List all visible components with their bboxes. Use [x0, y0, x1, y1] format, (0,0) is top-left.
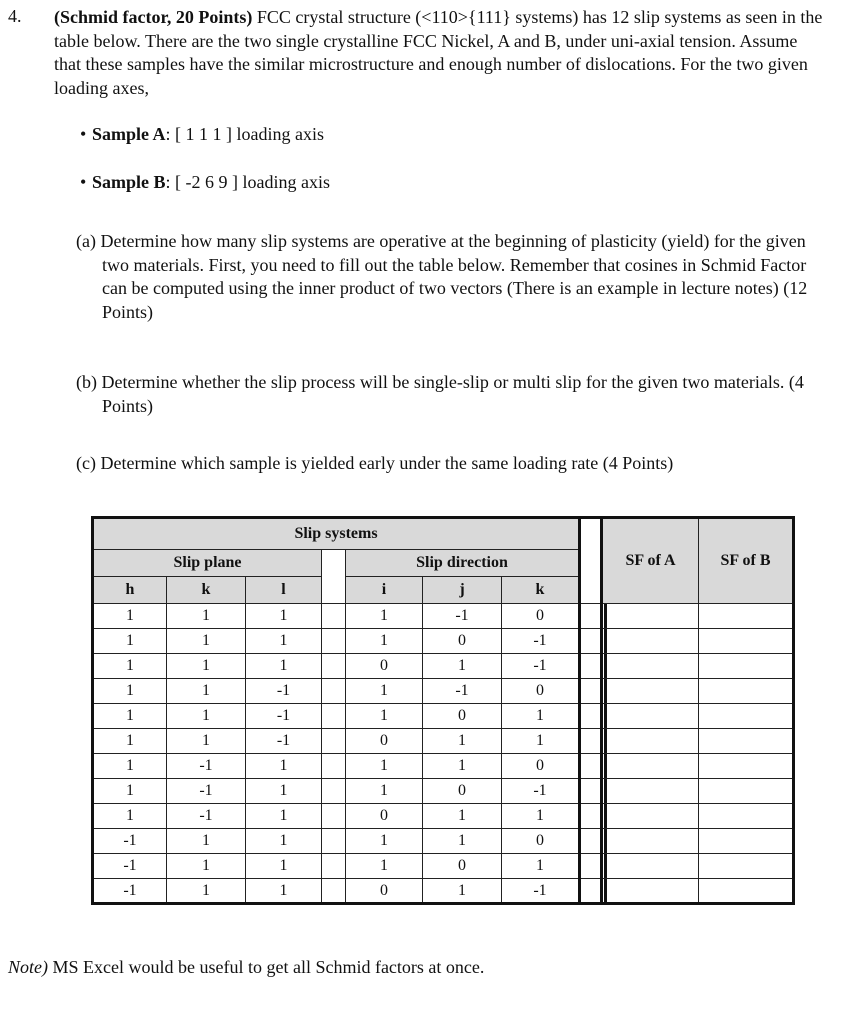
table-cell: 1: [423, 804, 502, 829]
table-cell: -1: [93, 829, 167, 854]
table-cell: 1: [423, 879, 502, 904]
sf-a-input-cell[interactable]: [602, 779, 699, 804]
table-cell: 1: [423, 654, 502, 679]
table-cell: -1: [246, 704, 322, 729]
question-intro: [54, 6, 824, 100]
sf-b-header: SF of B: [699, 518, 794, 604]
sf-a-input-cell[interactable]: [602, 829, 699, 854]
sample-b-label: Sample B: [92, 172, 166, 192]
sf-row: [602, 829, 794, 854]
table-cell: -1: [502, 879, 580, 904]
sf-b-input-cell[interactable]: [699, 654, 794, 679]
table-cell: 0: [423, 629, 502, 654]
col-h: h: [93, 577, 167, 604]
table-cell: -1: [246, 679, 322, 704]
sf-a-input-cell[interactable]: [602, 729, 699, 754]
table-cell: 0: [346, 879, 423, 904]
sf-row: [602, 679, 794, 704]
sf-row: [602, 804, 794, 829]
table-cell: 1: [93, 804, 167, 829]
table-cell: -1: [93, 854, 167, 879]
table-cell: 0: [346, 654, 423, 679]
table-row: [93, 779, 606, 804]
sf-row: [602, 629, 794, 654]
table-cell: 1: [167, 604, 246, 629]
spacer-cell: [322, 629, 346, 654]
sf-row: [602, 854, 794, 879]
table-cell: 1: [93, 679, 167, 704]
sf-a-input-cell[interactable]: [602, 854, 699, 879]
table-cell: 1: [423, 729, 502, 754]
table-cell: 1: [246, 654, 322, 679]
table-cell: 1: [502, 804, 580, 829]
table-cell: 1: [423, 829, 502, 854]
table-row: [93, 629, 606, 654]
table-cell: 1: [502, 704, 580, 729]
table-cell: 1: [246, 779, 322, 804]
question-number: 4.: [8, 6, 22, 26]
table-cell: -1: [167, 804, 246, 829]
spacer-cell: [322, 804, 346, 829]
table-cell: -1: [502, 629, 580, 654]
sf-b-input-cell[interactable]: [699, 729, 794, 754]
table-cell: 0: [423, 854, 502, 879]
table-cell: 0: [423, 779, 502, 804]
note-label: Note): [8, 957, 48, 977]
table-cell: 1: [93, 654, 167, 679]
table-cell: -1: [423, 604, 502, 629]
sf-row: [602, 704, 794, 729]
sf-row: [602, 729, 794, 754]
table-cell: 1: [423, 754, 502, 779]
table-cell: 1: [246, 604, 322, 629]
table-cell: 1: [93, 729, 167, 754]
table-cell: -1: [167, 779, 246, 804]
spacer-cell: [322, 729, 346, 754]
table-row: [93, 854, 606, 879]
table-cell: 1: [167, 679, 246, 704]
table-cell: 0: [423, 704, 502, 729]
table-cell: 1: [167, 704, 246, 729]
col-i: i: [346, 577, 423, 604]
question-text: FCC crystal structure (<110>{111} systems) has 12 slip systems as seen in the table below. There are the two single crystalline FCC Nickel, A and B, under uni-axial tension. Assume that these samples have the similar microstructure and enough number of dislocations. For the two given loading axes,: [54, 7, 823, 98]
table-cell: 1: [167, 654, 246, 679]
sf-a-input-cell[interactable]: [602, 679, 699, 704]
table-cell: -1: [502, 654, 580, 679]
table-row: [93, 754, 606, 779]
table-cell: 1: [167, 854, 246, 879]
table-cell: 1: [346, 854, 423, 879]
table-cell: 0: [346, 729, 423, 754]
sf-row: [602, 654, 794, 679]
sf-row: [602, 779, 794, 804]
table-cell: 0: [502, 679, 580, 704]
sf-a-input-cell[interactable]: [602, 654, 699, 679]
spacer-cell: [322, 829, 346, 854]
sf-a-input-cell[interactable]: [602, 754, 699, 779]
col-j: j: [423, 577, 502, 604]
sf-a-input-cell[interactable]: [602, 604, 699, 629]
part-c: (c) Determine which sample is yielded early under the same loading rate (4 Points): [76, 453, 674, 473]
table-cell: 1: [93, 629, 167, 654]
table-row: [93, 604, 606, 629]
sf-b-input-cell[interactable]: [699, 804, 794, 829]
question-title: (Schmid factor, 20 Points): [54, 7, 253, 27]
table-cell: 1: [246, 754, 322, 779]
table-cell: 1: [346, 829, 423, 854]
sample-a-label: Sample A: [92, 124, 166, 144]
sample-a-axis: : [ 1 1 1 ] loading axis: [165, 124, 324, 144]
table-cell: 1: [246, 854, 322, 879]
sf-b-input-cell[interactable]: [699, 829, 794, 854]
part-a: (a) Determine how many slip systems are operative at the beginning of plasticity (yield) for the given two materials. First, you need to fill out the table below. Remember that cosines in Schmid Factor can be computed using the inner product of two vectors (There is an example in lecture notes) (12 Points): [76, 231, 808, 322]
table-cell: 1: [93, 704, 167, 729]
spacer-cell: [322, 679, 346, 704]
note: [8, 957, 484, 978]
table-cell: 1: [167, 829, 246, 854]
sf-b-input-cell[interactable]: [699, 679, 794, 704]
spacer-cell: [322, 879, 346, 904]
sf-b-input-cell[interactable]: [699, 854, 794, 879]
table-cell: 1: [346, 754, 423, 779]
sf-a-header: SF of A: [602, 518, 699, 604]
table-row: [93, 704, 606, 729]
slip-systems-table: [91, 516, 607, 905]
table-cell: 1: [93, 604, 167, 629]
sf-row: [602, 604, 794, 629]
table-cell: 1: [246, 829, 322, 854]
sf-b-input-cell[interactable]: [699, 629, 794, 654]
part-b: (b) Determine whether the slip process will be single-slip or multi slip for the given two materials. (4 Points): [76, 372, 804, 416]
table-cell: 1: [346, 679, 423, 704]
spacer-cell: [322, 779, 346, 804]
table-cell: 0: [502, 754, 580, 779]
table-cell: 1: [502, 854, 580, 879]
table-cell: 1: [346, 704, 423, 729]
sf-row: [602, 879, 794, 904]
table-cell: 0: [502, 604, 580, 629]
sf-a-input-cell[interactable]: [602, 804, 699, 829]
table-row: [93, 879, 606, 904]
slip-plane-header: Slip plane: [93, 550, 322, 577]
slip-direction-header: Slip direction: [346, 550, 580, 577]
table-cell: -1: [502, 779, 580, 804]
spacer-cell: [322, 604, 346, 629]
table-cell: 1: [346, 604, 423, 629]
table-cell: 1: [246, 804, 322, 829]
table-row: [93, 804, 606, 829]
bullet-icon: •: [80, 172, 87, 192]
sf-a-input-cell[interactable]: [602, 704, 699, 729]
table-cell: 1: [346, 779, 423, 804]
spacer-cell: [322, 704, 346, 729]
sf-b-input-cell[interactable]: [699, 879, 794, 904]
col-k-dir: k: [502, 577, 580, 604]
spacer-column: [322, 550, 346, 604]
sample-b-axis: : [ -2 6 9 ] loading axis: [165, 172, 330, 192]
sf-row: [602, 754, 794, 779]
table-row: [93, 729, 606, 754]
table-cell: 1: [93, 754, 167, 779]
spacer-cell: [322, 654, 346, 679]
spacer-cell: [322, 854, 346, 879]
table-cell: 1: [246, 879, 322, 904]
table-cell: 1: [93, 779, 167, 804]
sf-b-input-cell[interactable]: [699, 779, 794, 804]
table-row: [93, 654, 606, 679]
spacer-cell: [322, 754, 346, 779]
slip-systems-header: Slip systems: [93, 518, 580, 550]
table-cell: 0: [502, 829, 580, 854]
table-cell: -1: [423, 679, 502, 704]
table-cell: -1: [93, 879, 167, 904]
table-row: [93, 829, 606, 854]
table-cell: 1: [346, 629, 423, 654]
table-cell: -1: [246, 729, 322, 754]
bullet-icon: •: [80, 124, 87, 144]
table-cell: 1: [167, 879, 246, 904]
table-cell: 1: [246, 629, 322, 654]
sf-b-input-cell[interactable]: [699, 754, 794, 779]
col-k: k: [167, 577, 246, 604]
sample-b-line: [80, 172, 330, 193]
schmid-factor-table: [600, 516, 795, 905]
sf-a-input-cell[interactable]: [602, 879, 699, 904]
sf-a-input-cell[interactable]: [602, 629, 699, 654]
sample-a-line: [80, 124, 324, 145]
sf-b-input-cell[interactable]: [699, 704, 794, 729]
col-l: l: [246, 577, 322, 604]
table-row: [93, 679, 606, 704]
table-cell: -1: [167, 754, 246, 779]
sf-b-input-cell[interactable]: [699, 604, 794, 629]
table-cell: 0: [346, 804, 423, 829]
table-cell: 1: [502, 729, 580, 754]
table-cell: 1: [167, 729, 246, 754]
note-text: MS Excel would be useful to get all Schmid factors at once.: [48, 957, 485, 977]
table-cell: 1: [167, 629, 246, 654]
